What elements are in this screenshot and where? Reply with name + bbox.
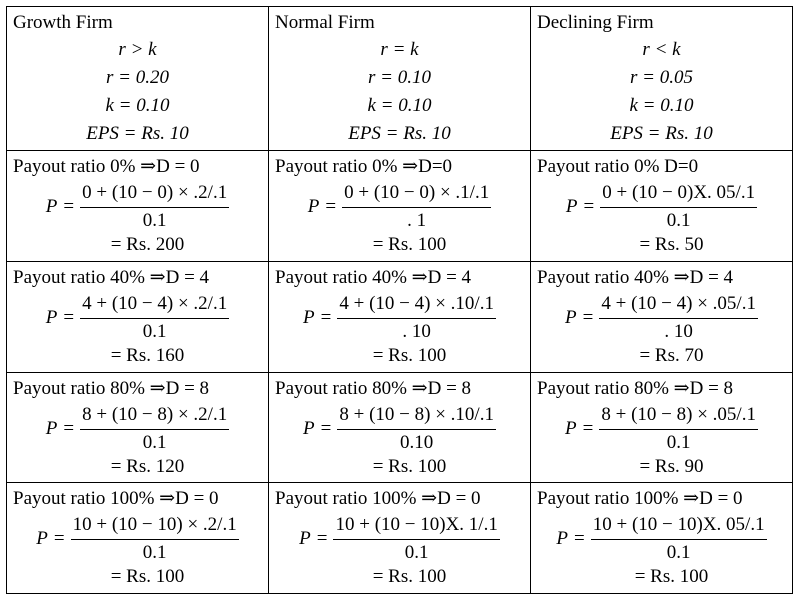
- price-result: = Rs. 100: [372, 344, 447, 366]
- price-formula: [13, 292, 262, 344]
- rate-of-return: r = 0.10: [368, 67, 431, 88]
- price-symbol: P: [45, 417, 58, 439]
- fraction: [599, 292, 758, 344]
- price-symbol: P: [307, 196, 320, 218]
- formula-numerator: 4 + (10 − 4) × .05/.1: [599, 292, 758, 319]
- payout-label: Payout ratio 80% ⇒D = 8: [537, 377, 734, 399]
- fraction: [342, 181, 491, 233]
- price-symbol: P: [565, 196, 578, 218]
- formula-numerator: 8 + (10 − 8) × .2/.1: [80, 403, 229, 430]
- equals-sign: =: [53, 528, 65, 550]
- valuation-cell: [269, 483, 531, 594]
- equals-sign: =: [63, 417, 75, 439]
- price-symbol: P: [565, 306, 577, 328]
- formula-numerator: 0 + (10 − 0)X. 05/.1: [600, 181, 757, 208]
- fraction: [80, 403, 229, 455]
- payout-label: Payout ratio 40% ⇒D = 4: [537, 266, 734, 288]
- valuation-cell: [7, 151, 269, 262]
- fraction: [80, 181, 229, 233]
- price-result: = Rs. 50: [639, 234, 704, 256]
- formula-numerator: 4 + (10 − 4) × .10/.1: [337, 292, 496, 319]
- rate-of-return: r = 0.20: [106, 67, 169, 88]
- valuation-cell: [531, 372, 793, 483]
- valuation-cell: [531, 483, 793, 594]
- equals-sign: =: [316, 528, 328, 550]
- valuation-cell: [531, 151, 793, 262]
- rate-of-return: r = 0.05: [630, 67, 693, 88]
- equals-sign: =: [63, 196, 75, 218]
- price-result: = Rs. 100: [372, 234, 447, 256]
- formula-denominator: 0.1: [142, 210, 167, 232]
- formula-denominator: 0.1: [666, 210, 691, 232]
- price-symbol: P: [45, 196, 58, 218]
- payout-label: Payout ratio 40% ⇒D = 4: [275, 266, 472, 288]
- payout-label: Payout ratio 40% ⇒D = 4: [13, 266, 210, 288]
- valuation-cell: [7, 261, 269, 372]
- formula-denominator: 0.1: [666, 542, 691, 564]
- price-formula: [275, 403, 524, 455]
- fraction: [591, 513, 767, 565]
- valuation-cell: [269, 261, 531, 372]
- cost-of-capital: k = 0.10: [367, 95, 432, 116]
- price-result: = Rs. 70: [639, 344, 704, 366]
- price-formula: [275, 292, 524, 344]
- header-cell-growth: [7, 7, 269, 151]
- formula-denominator: . 10: [664, 320, 693, 342]
- fraction: [600, 181, 757, 233]
- payout-label: Payout ratio 100% ⇒D = 0: [275, 488, 481, 510]
- fraction: [333, 513, 499, 565]
- fraction: [80, 292, 229, 344]
- payout-label: Payout ratio 0% ⇒D=0: [275, 156, 453, 178]
- payout-row: [7, 372, 793, 483]
- price-symbol: P: [303, 417, 315, 439]
- formula-denominator: 0.1: [666, 431, 691, 453]
- equals-sign: =: [63, 306, 75, 328]
- price-formula: [275, 181, 524, 233]
- payout-label: Payout ratio 80% ⇒D = 8: [275, 377, 472, 399]
- eps: EPS = Rs. 10: [86, 123, 189, 144]
- condition: r = k: [380, 39, 419, 60]
- formula-denominator: . 1: [407, 210, 427, 232]
- eps: EPS = Rs. 10: [348, 123, 451, 144]
- payout-label: Payout ratio 80% ⇒D = 8: [13, 377, 210, 399]
- price-formula: [13, 403, 262, 455]
- formula-denominator: . 10: [402, 320, 431, 342]
- price-formula: [275, 513, 524, 565]
- price-formula: [537, 403, 786, 455]
- price-result: = Rs. 90: [639, 455, 704, 477]
- price-result: = Rs. 100: [372, 455, 447, 477]
- price-formula: [537, 181, 786, 233]
- payout-row: [7, 151, 793, 262]
- price-result: = Rs. 160: [110, 344, 185, 366]
- price-symbol: P: [303, 306, 315, 328]
- equals-sign: =: [583, 196, 595, 218]
- formula-numerator: 8 + (10 − 8) × .05/.1: [599, 403, 758, 430]
- price-symbol: P: [565, 417, 577, 439]
- fraction: [337, 403, 496, 455]
- fraction: [599, 403, 758, 455]
- price-symbol: P: [36, 528, 48, 550]
- formula-denominator: 0.10: [400, 431, 434, 453]
- formula-denominator: 0.1: [142, 320, 167, 342]
- price-symbol: P: [45, 306, 58, 328]
- payout-row: [7, 483, 793, 594]
- price-result: = Rs. 100: [110, 566, 185, 588]
- payout-label: Payout ratio 0% ⇒D = 0: [13, 156, 200, 178]
- price-result: = Rs. 120: [110, 455, 185, 477]
- fraction: [71, 513, 239, 565]
- formula-numerator: 8 + (10 − 8) × .10/.1: [337, 403, 496, 430]
- firm-name: Declining Firm: [537, 12, 654, 33]
- eps: EPS = Rs. 10: [610, 123, 713, 144]
- price-formula: [537, 513, 786, 565]
- price-result: = Rs. 100: [634, 566, 709, 588]
- header-cell-normal: [269, 7, 531, 151]
- condition: r < k: [642, 39, 681, 60]
- header-cell-declining: [531, 7, 793, 151]
- formula-numerator: 10 + (10 − 10)X. 1/.1: [333, 513, 499, 540]
- valuation-cell: [269, 372, 531, 483]
- payout-label: Payout ratio 100% ⇒D = 0: [537, 488, 743, 510]
- price-result: = Rs. 200: [110, 234, 185, 256]
- condition: r > k: [118, 39, 157, 60]
- valuation-cell: [7, 483, 269, 594]
- valuation-cell: [269, 151, 531, 262]
- formula-numerator: 10 + (10 − 10)X. 05/.1: [591, 513, 767, 540]
- header-row: [7, 7, 793, 151]
- formula-numerator: 0 + (10 − 0) × .1/.1: [342, 181, 491, 208]
- firm-name: Normal Firm: [275, 12, 375, 33]
- equals-sign: =: [320, 417, 332, 439]
- firm-name: Growth Firm: [13, 12, 113, 33]
- payout-label: Payout ratio 0% D=0: [537, 156, 699, 178]
- payout-row: [7, 261, 793, 372]
- valuation-cell: [7, 372, 269, 483]
- price-formula: [537, 292, 786, 344]
- equals-sign: =: [325, 196, 337, 218]
- fraction: [337, 292, 496, 344]
- formula-denominator: 0.1: [142, 542, 167, 564]
- price-symbol: P: [299, 528, 311, 550]
- price-formula: [13, 181, 262, 233]
- cost-of-capital: k = 0.10: [629, 95, 694, 116]
- price-symbol: P: [556, 528, 569, 550]
- formula-numerator: 10 + (10 − 10) × .2/.1: [71, 513, 239, 540]
- equals-sign: =: [582, 306, 594, 328]
- cost-of-capital: k = 0.10: [105, 95, 170, 116]
- valuation-cell: [531, 261, 793, 372]
- price-formula: [13, 513, 262, 565]
- dividend-valuation-table: [6, 6, 793, 594]
- formula-denominator: 0.1: [404, 542, 429, 564]
- equals-sign: =: [574, 528, 585, 550]
- formula-denominator: 0.1: [142, 431, 167, 453]
- payout-label: Payout ratio 100% ⇒D = 0: [13, 488, 219, 510]
- equals-sign: =: [582, 417, 594, 439]
- price-result: = Rs. 100: [372, 566, 447, 588]
- equals-sign: =: [320, 306, 332, 328]
- formula-numerator: 0 + (10 − 0) × .2/.1: [80, 181, 229, 208]
- formula-numerator: 4 + (10 − 4) × .2/.1: [80, 292, 229, 319]
